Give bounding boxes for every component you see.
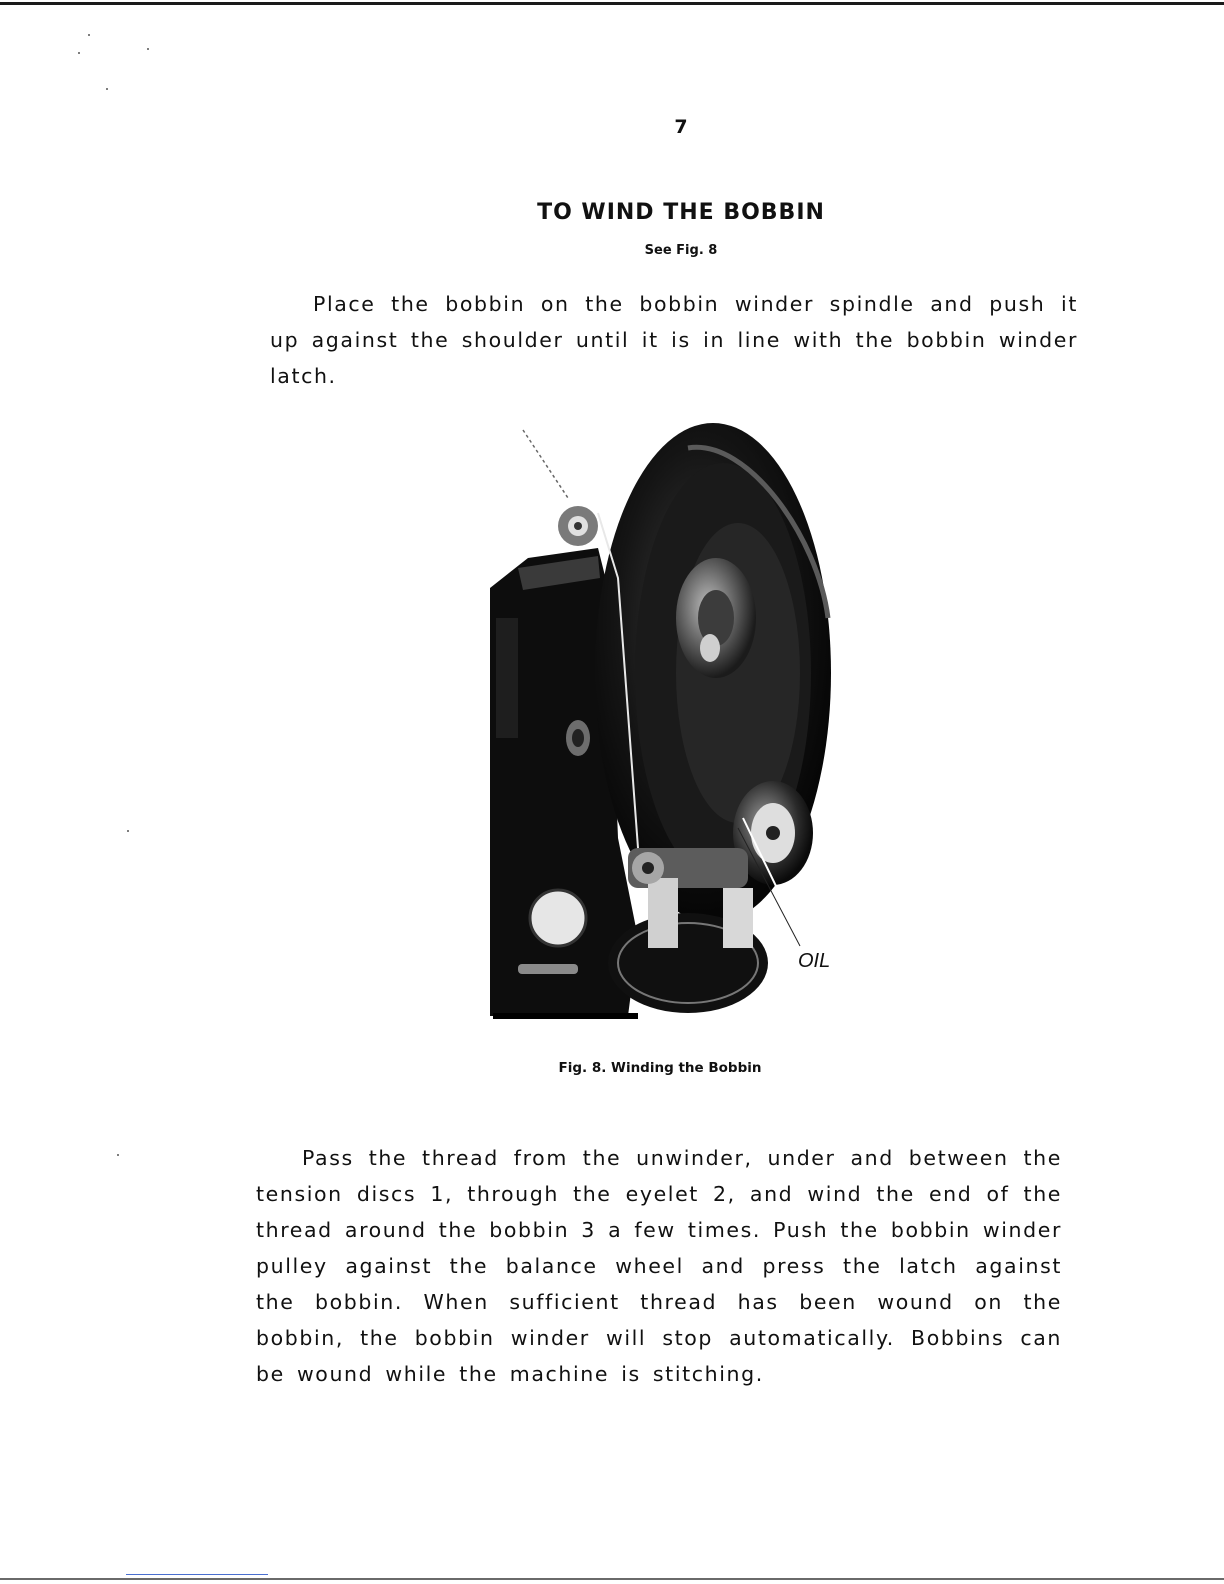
page-number: 7 [674,116,688,138]
figure-label-oil: OIL [798,950,831,972]
figure-reference: See Fig. 8 [644,243,718,258]
scan-speck [88,34,90,36]
scan-speck [78,52,80,54]
sewing-machine-photo-icon [488,418,858,1033]
bottom-rule [0,1578,1224,1580]
paragraph-intro: Place the bobbin on the bobbin winder spindle and push it up against the shoulder until it is in line with the bobbin winder latch. [270,292,1078,388]
paragraph-instructions: Pass the thread from the unwinder, under and between the tension discs 1, through the eyelet 2, and wind the end of the thread around the bobbin 3 a few times. Push the bobbin winder pulley against the balance wheel and press the latch against the bobbin. When sufficient thread has been wound on the bobbin, the bobbin winder will stop automatically. Bobbins can be wound while the machine is stitching. [256,1146,1062,1386]
scan-speck [127,830,129,832]
top-rule [0,2,1224,5]
section-title: TO WIND THE BOBBIN [537,200,825,225]
footer-link-underline [126,1574,268,1575]
scan-speck [147,48,149,50]
scan-speck [106,88,108,90]
scan-speck [117,1154,119,1156]
figure-caption: Fig. 8. Winding the Bobbin [558,1060,762,1076]
figure-bobbin-winder [488,418,858,1033]
